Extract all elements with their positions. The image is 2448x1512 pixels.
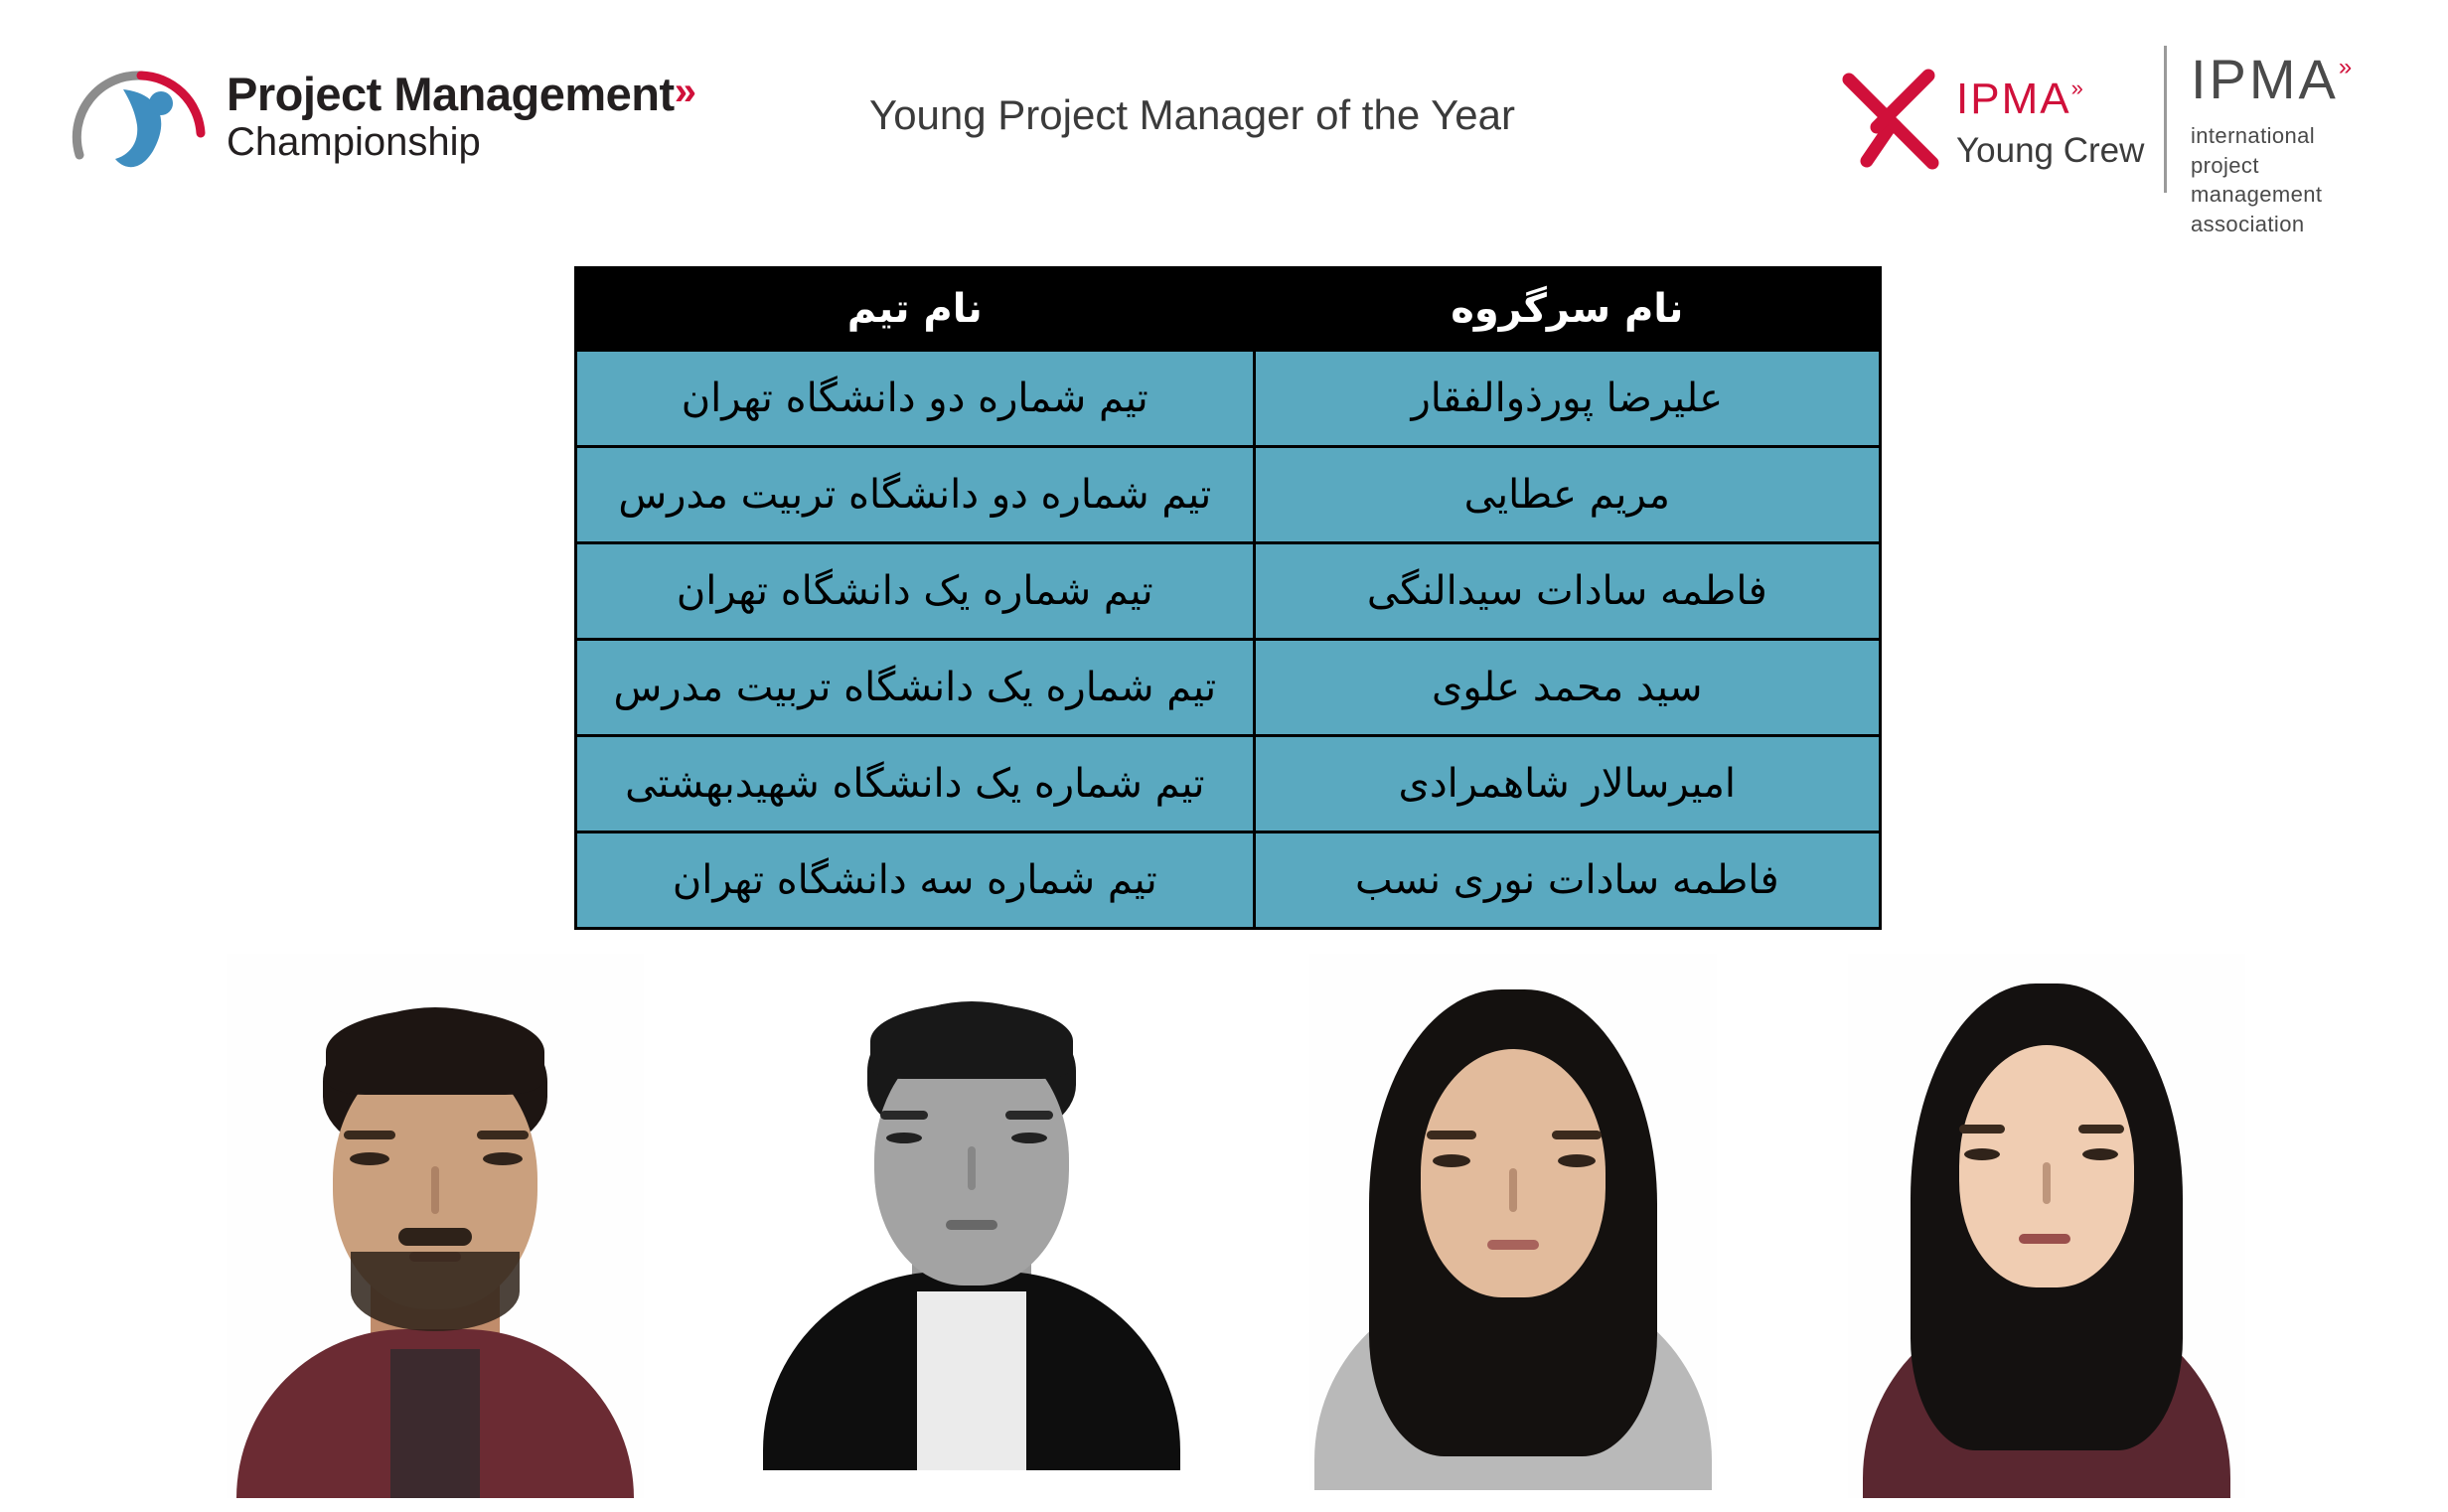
ipma-logo: [2191, 48, 2429, 239]
column-header-leader: نام سرگروه: [1254, 268, 1880, 351]
ipma-tagline-line-3: management: [2191, 182, 2323, 208]
portrait-photo-4: [1848, 954, 2245, 1498]
young-crew-subtitle: Young Crew: [1956, 131, 2145, 170]
ipma-brand-sup: »: [2338, 54, 2353, 80]
cell-leader: فاطمه سادات نوری نسب: [1254, 832, 1880, 929]
cell-leader: مریم عطایی: [1254, 447, 1880, 543]
teams-table-body: [576, 351, 1881, 929]
logo-divider: [2164, 46, 2167, 193]
young-crew-brand-sup: »: [2070, 76, 2083, 100]
ipma-young-crew-logo: [1833, 58, 2171, 187]
pmc-logo-chevrons: »: [674, 70, 696, 113]
young-crew-brand: IPMA: [1956, 75, 2071, 123]
portrait-3-image: [1309, 954, 1717, 1490]
cell-leader: امیرسالار شاهمرادی: [1254, 736, 1880, 832]
table-row: [576, 832, 1881, 929]
portrait-photo-2: [763, 954, 1180, 1470]
teams-table: [574, 266, 1882, 930]
cell-team: تیم شماره دو دانشگاه تربیت مدرس: [576, 447, 1255, 543]
cell-team: تیم شماره یک دانشگاه شهیدبهشتی: [576, 736, 1255, 832]
teams-table-head: [576, 268, 1881, 351]
cell-team: تیم شماره سه دانشگاه تهران: [576, 832, 1255, 929]
ipma-brand: IPMA: [2191, 48, 2339, 110]
page-title: Young Project Manager of the Year: [869, 91, 1515, 138]
young-crew-icon: [1833, 66, 1948, 175]
ipma-tagline-line-4: association: [2191, 212, 2305, 237]
portrait-4-image: [1848, 954, 2245, 1498]
portrait-photo-3: [1309, 954, 1717, 1490]
ipma-tagline-line-1: international: [2191, 123, 2316, 148]
ipma-tagline: [2191, 121, 2429, 239]
cell-leader: سید محمد علوی: [1254, 640, 1880, 736]
column-header-team: نام تیم: [576, 268, 1255, 351]
pmc-logo-line2: Championship: [227, 120, 481, 165]
table-row: [576, 543, 1881, 640]
page-header: [0, 0, 2448, 238]
ipma-tagline-line-2: project: [2191, 152, 2259, 178]
table-row: [576, 447, 1881, 543]
table-header-row: [576, 268, 1881, 351]
table-row: [576, 736, 1881, 832]
table-row: [576, 640, 1881, 736]
portrait-2-image: [763, 954, 1180, 1470]
cell-team: تیم شماره یک دانشگاه تهران: [576, 543, 1255, 640]
cell-team: تیم شماره دو دانشگاه تهران: [576, 351, 1255, 447]
pmc-logo-line1: Project Management: [227, 68, 675, 120]
cell-leader: فاطمه سادات سیدالنگی: [1254, 543, 1880, 640]
portrait-photo-1: [227, 954, 644, 1498]
cell-team: تیم شماره یک دانشگاه تربیت مدرس: [576, 640, 1255, 736]
pmc-logo-mark: [68, 60, 215, 185]
teams-table-container: [574, 266, 1882, 930]
project-management-championship-logo: [68, 52, 696, 201]
table-row: [576, 351, 1881, 447]
portrait-1-image: [227, 954, 644, 1498]
cell-leader: علیرضا پورذوالفقار: [1254, 351, 1880, 447]
portrait-gallery: [0, 954, 2448, 1512]
